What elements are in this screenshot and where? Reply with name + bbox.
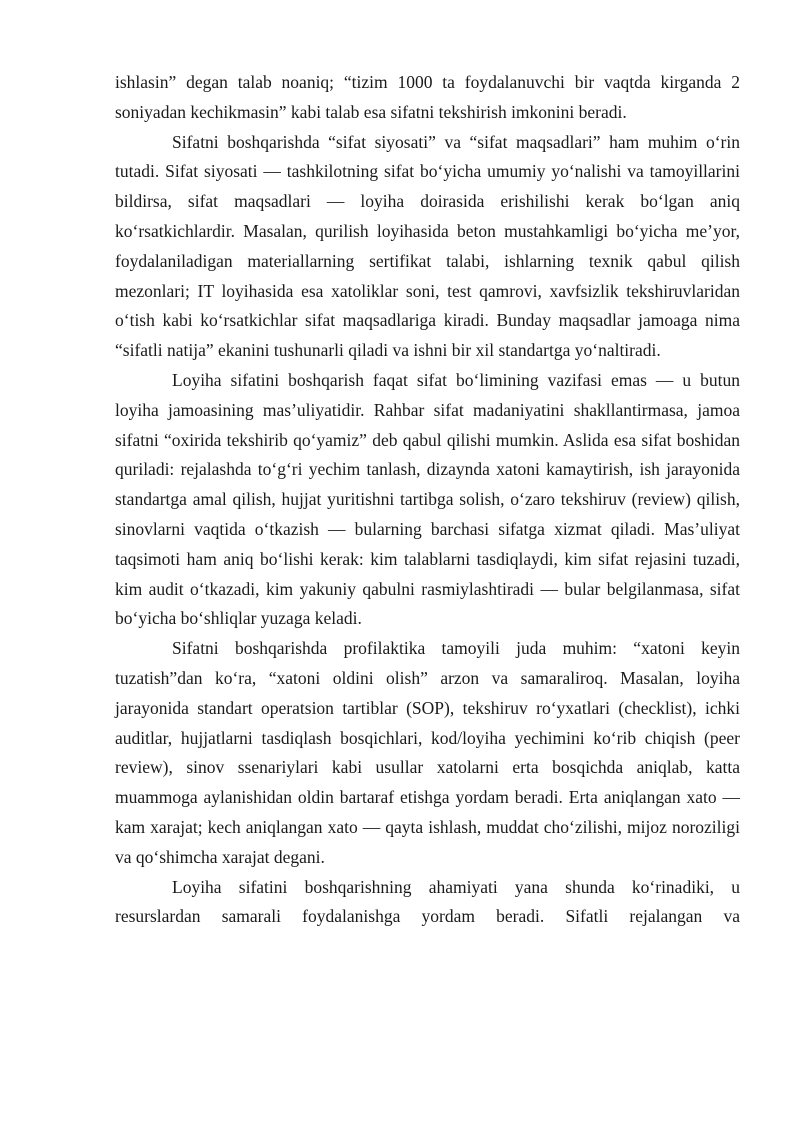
paragraph-prevention-principle: Sifatni boshqarishda profilaktika tamoyili juda muhim: “xatoni keyin tuzatish”dan ko‘ra, “xatoni oldini olish” arzon va samaraliroq. Masalan, loyiha jarayonida standart operatsion tartiblar (SOP), tekshiruv ro‘yxatlari (checklist), ichki auditlar, hujjatlarni tasdiqlash bosqichlari, kod/loyiha yechimini ko‘rib chiqish (peer review), sinov ssenariylari kabi usullar xatolarni erta bosqichda aniqlab, katta muammoga aylanishidan oldin bartaraf etishga yordam beradi. Erta aniqlangan xato — kam xarajat; kech aniqlangan xato — qayta ishlash, muddat cho‘zilishi, mijoz noroziligi va qo‘shimcha xarajat degani. bbox=[115, 638, 740, 867]
paragraph-quality-policy: Sifatni boshqarishda “sifat siyosati” va “sifat maqsadlari” ham muhim o‘rin tutadi. Sifat siyosati — tashkilotning sifat bo‘yicha umumiy yo‘nalishi va tamoyillarini bildirsa, sifat maqsadlari — loyiha doirasida erishilishi kerak bo‘lgan aniq ko‘rsatkichlardir. Masalan, qurilish loyihasida beton mustahkamligi bo‘yicha me’yor, foydalaniladigan materiallarning sertifikat talabi, ishlarning texnik qabul qilish mezonlari; IT loyihasida esa xatoliklar soni, test qamrovi, xavfsizlik tekshiruvlaridan o‘tish kabi ko‘rsatkichlar sifat maqsadlariga kiradi. Bunday maqsadlar jamoaga nima “sifatli natija” ekanini tushunarli qiladi va ishni bir xil standartga yo‘naltiradi. bbox=[115, 131, 740, 361]
paragraph-team-responsibility: Loyiha sifatini boshqarish faqat sifat bo‘limining vazifasi emas — u butun loyiha jamoasining mas’uliyatidir. Rahbar sifat madaniyatini shakllantirmasa, jamoa sifatni “oxirida tekshirib qo‘yamiz” deb qabul qilishi mumkin. Aslida esa sifat boshidan quriladi: rejalashda to‘g‘ri yechim tanlash, dizaynda xatoni kamaytirish, ish jarayonida standartga amal qilish, hujjat yuritishni tartibga solish, o‘zaro tekshiruv (review) qilish, sinovlarni vaqtida o‘tkazish — bularning barchasi sifatga xizmat qiladi. Mas’uliyat taqsimoti ham aniq bo‘lishi kerak: kim talablarni tasdiqlaydi, kim sifat rejasini tuzadi, kim audit o‘tkazadi, kim yakuniy qabulni rasmiylashtiradi — bular belgilanmasa, sifat bo‘yicha bo‘shliqlar yuzaga keladi. bbox=[115, 369, 740, 629]
paragraph-resource-efficiency: Loyiha sifatini boshqarishning ahamiyati yana shunda ko‘rinadiki, u resurslardan samarali foydalanishga yordam beradi. Sifatli rejalangan va bbox=[115, 876, 740, 927]
paragraph-continuation: ishlasin” degan talab noaniq; “tizim 1000 ta foydalanuvchi bir vaqtda kirganda 2 soniyadan kechikmasin” kabi talab esa sifatni tekshirish imkonini beradi. bbox=[115, 72, 740, 122]
